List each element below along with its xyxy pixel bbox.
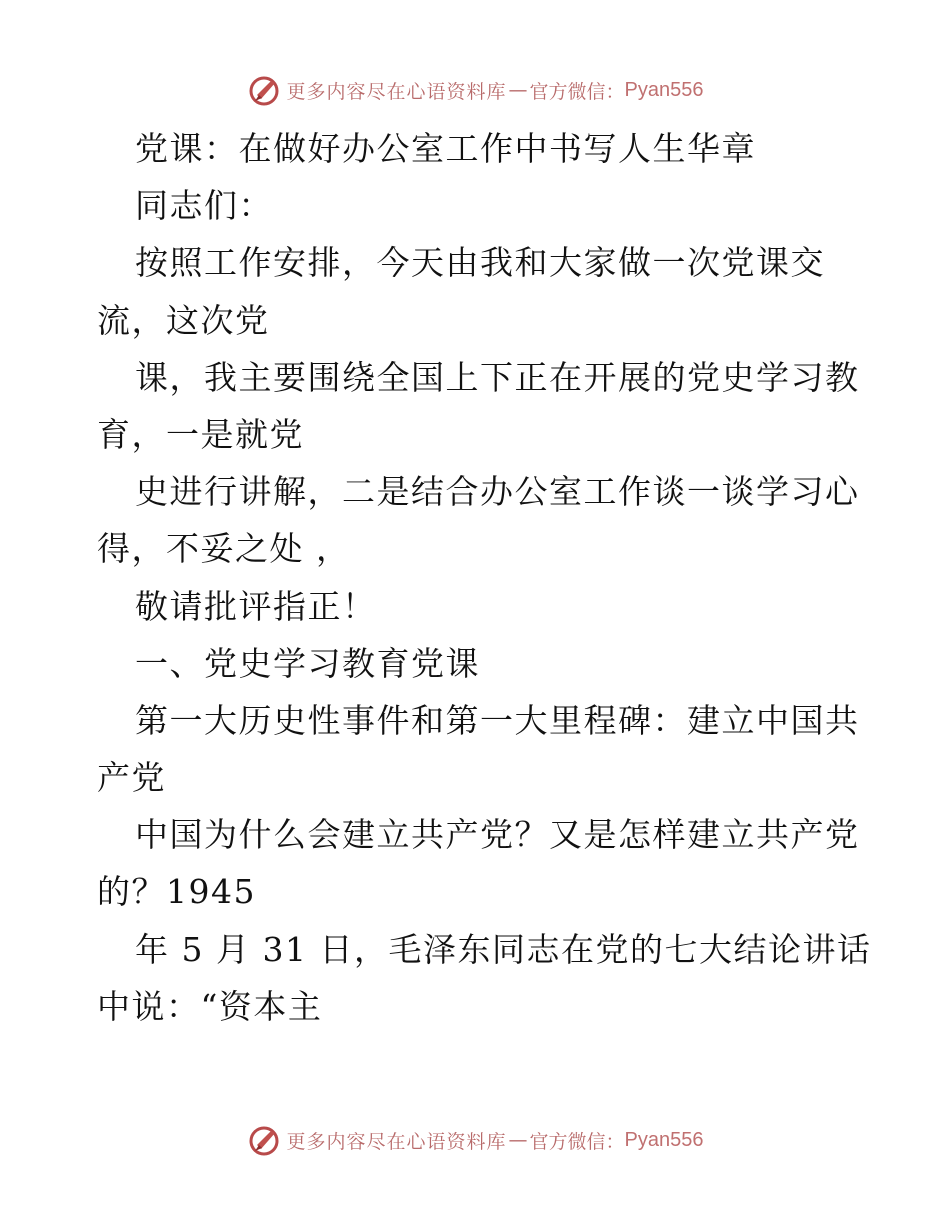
text-line: 同志们： <box>135 186 273 226</box>
text-line: 史进行讲解，二是结合办公室工作谈一谈学习心 <box>135 472 860 512</box>
header-watermark-banner <box>0 70 950 110</box>
text-line: 产党 <box>97 758 166 798</box>
text-line: 育，一是就党 <box>97 414 304 454</box>
pen-logo-icon <box>247 1123 281 1157</box>
banner-site-text: 更多内容尽在心语资料库 <box>286 1130 507 1153</box>
banner-separator: — <box>508 79 528 101</box>
document-body <box>97 120 872 1035</box>
banner-wechat-id: Pyan556 <box>624 1128 704 1151</box>
text-line: 年 5 月 31 日，毛泽东同志在党的七大结论讲话 <box>135 929 872 969</box>
banner-wechat-label: 官方微信： <box>529 80 625 103</box>
text-line: 得，不妥之处 ， <box>97 529 351 569</box>
text-line: 流，这次党 <box>97 300 270 340</box>
text-line: 中国为什么会建立共产党？又是怎样建立共产党 <box>135 815 860 855</box>
text-line: 第一大历史性事件和第一大里程碑：建立中国共 <box>135 700 860 740</box>
banner-separator: — <box>508 1129 528 1151</box>
text-line: 一、党史学习教育党课 <box>135 643 480 683</box>
text-line: 敬请批评指正！ <box>135 586 377 626</box>
banner-wechat-id: Pyan556 <box>624 78 704 101</box>
pen-logo-icon <box>247 73 281 107</box>
banner-site-text: 更多内容尽在心语资料库 <box>286 80 507 103</box>
footer-watermark-banner <box>0 1120 950 1160</box>
text-line: 课，我主要围绕全国上下正在开展的党史学习教 <box>135 357 860 397</box>
text-line: 党课：在做好办公室工作中书写人生华章 <box>135 129 756 168</box>
text-line: 的？1945 <box>97 872 256 912</box>
text-line: 中说：“资本主 <box>97 986 323 1026</box>
banner-wechat-label: 官方微信： <box>529 1130 625 1153</box>
text-line: 按照工作安排，今天由我和大家做一次党课交 <box>135 243 825 283</box>
